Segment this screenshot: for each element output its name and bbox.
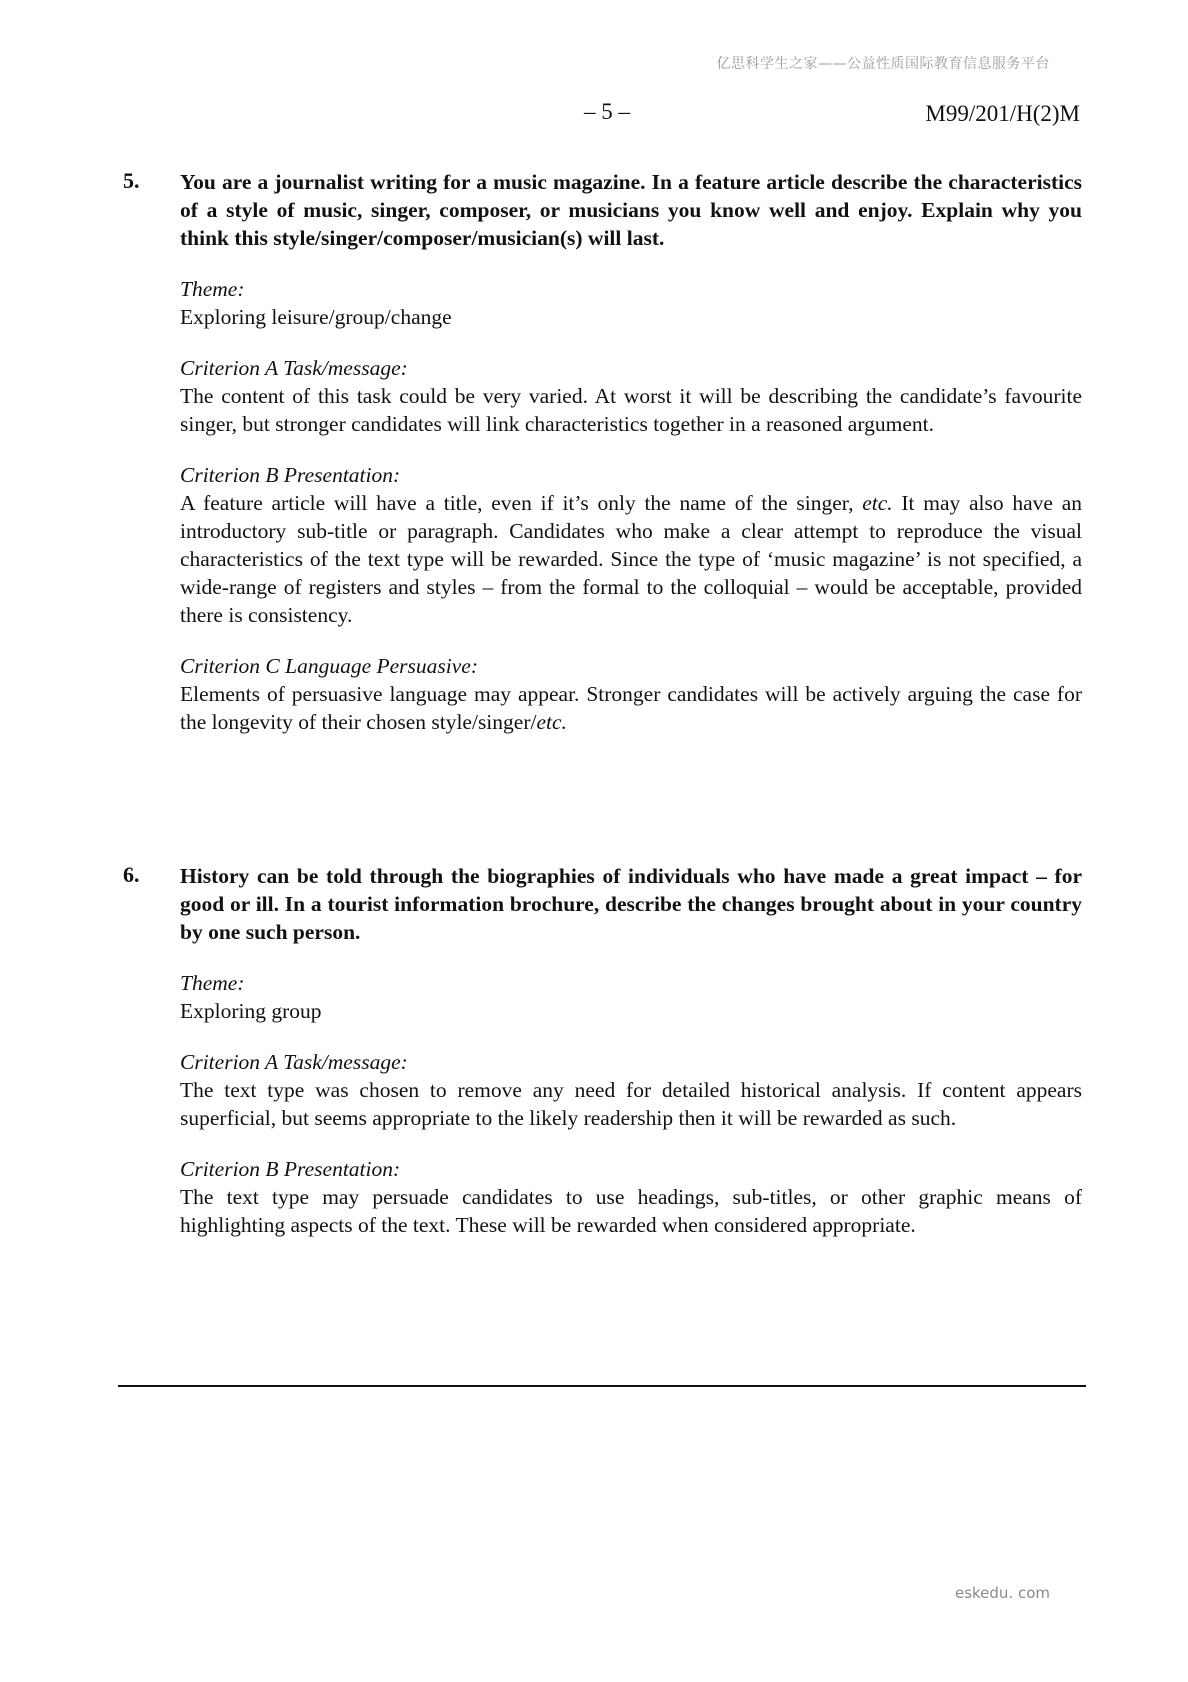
criterion-b-text <box>180 489 1082 629</box>
etc-italic: etc. <box>536 710 567 734</box>
theme-text: Exploring leisure/group/change <box>180 305 452 329</box>
criterion-c-label: Criterion C Language Persuasive: <box>180 654 478 678</box>
theme-text: Exploring group <box>180 999 322 1023</box>
criterion-a-label: Criterion A Task/message: <box>180 356 408 380</box>
theme-label: Theme: <box>180 277 245 301</box>
header-watermark: 亿思科学生之家——公益性质国际教育信息服务平台 <box>716 56 1050 72</box>
document-code: M99/201/H(2)M <box>925 101 1080 126</box>
criterion-c-block <box>180 652 1082 736</box>
criterion-b-block <box>180 461 1082 629</box>
question-body <box>180 862 1082 1239</box>
criterion-c-text-part-1: Elements of persuasive language may appear. Stronger candidates will be actively arguing the case for the longevity of their chosen style/singer/ <box>180 682 1082 734</box>
criterion-a-block <box>180 354 1082 438</box>
criterion-b-label: Criterion B Presentation: <box>180 463 401 487</box>
etc-italic: etc. <box>862 491 893 515</box>
theme-block <box>180 969 1082 1025</box>
footer-rule <box>118 1385 1086 1387</box>
theme-block <box>180 275 1082 331</box>
theme-label: Theme: <box>180 971 245 995</box>
question-number: 6. <box>123 862 140 887</box>
criterion-b-text-part-2: It may also have an introductory sub-title or paragraph. Candidates who make a clear attempt to reproduce the visual characteristics of the text type will be rewarded. Since the type of ‘music magazine’ is not specified, a wide-range of registers and styles – from the formal to the colloquial – would be acceptable, provided there is consistency. <box>180 491 1082 627</box>
criterion-b-label: Criterion B Presentation: <box>180 1157 401 1181</box>
footer-watermark: eskedu. com <box>954 1584 1050 1602</box>
criterion-b-text-part-1: A feature article will have a title, even if it’s only the name of the singer, <box>180 491 863 515</box>
question-prompt: You are a journalist writing for a music magazine. In a feature article describe the characteristics of a style of music, singer, composer, or musicians you know well and enjoy. Explain why you think this style/singer/composer/musician(s) will last. <box>180 170 1082 250</box>
page-number: – 5 – <box>584 99 630 124</box>
question-prompt: History can be told through the biographies of individuals who have made a great impact – for good or ill. In a tourist information brochure, describe the changes brought about in your country by one such person. <box>180 864 1082 944</box>
criterion-a-block <box>180 1048 1082 1132</box>
question-body <box>180 168 1082 736</box>
criterion-c-text <box>180 680 1082 736</box>
criterion-a-text: The content of this task could be very varied. At worst it will be describing the candidate’s favourite singer, but stronger candidates will link characteristics together in a reasoned argument. <box>180 384 1082 436</box>
criterion-b-text: The text type may persuade candidates to use headings, sub-titles, or other graphic means of highlighting aspects of the text. These will be rewarded when considered appropriate. <box>180 1185 1082 1237</box>
criterion-a-label: Criterion A Task/message: <box>180 1050 408 1074</box>
criterion-a-text: The text type was chosen to remove any need for detailed historical analysis. If content appears superficial, but seems appropriate to the likely readership then it will be rewarded as such. <box>180 1078 1082 1130</box>
question-number: 5. <box>123 168 140 193</box>
criterion-b-block <box>180 1155 1082 1239</box>
